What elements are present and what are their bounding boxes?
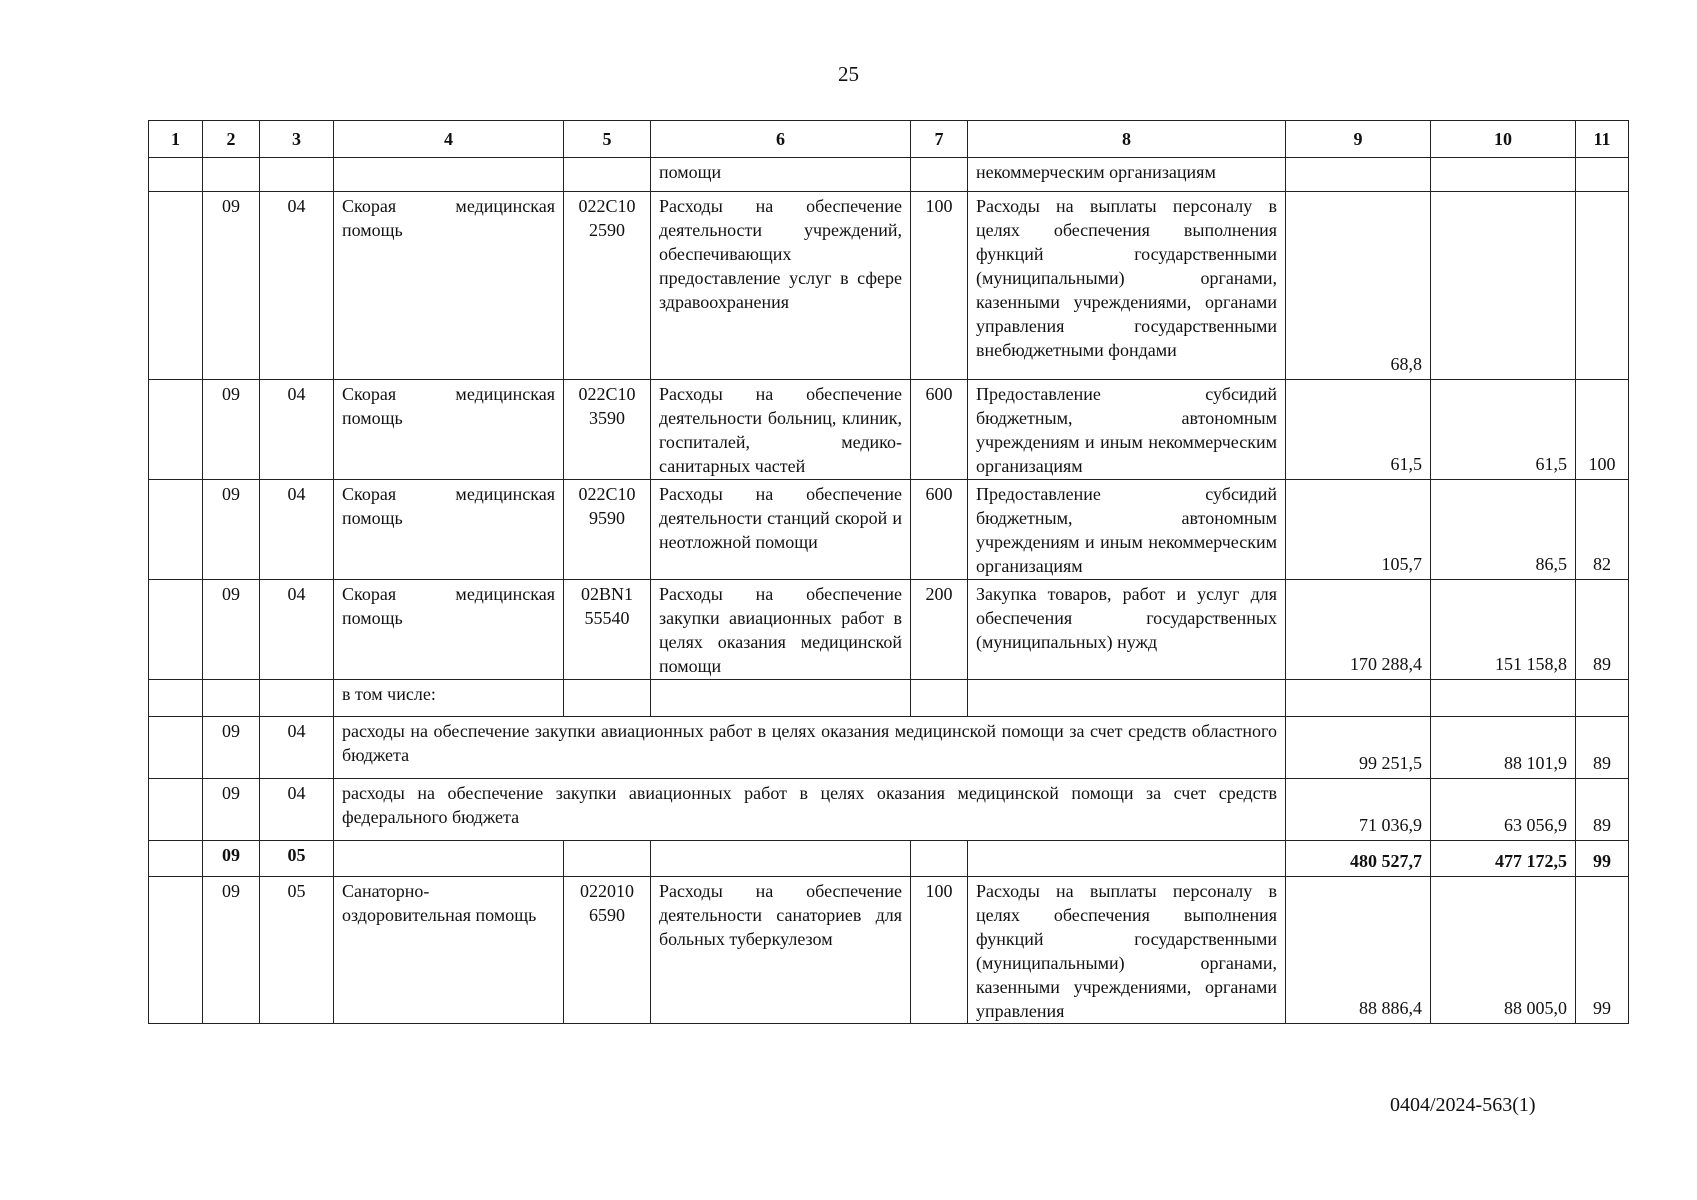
col-header: 5 bbox=[564, 121, 651, 158]
subsection-cell: 04 bbox=[260, 192, 334, 380]
code-cell bbox=[564, 158, 651, 192]
plan-cell: 71 036,9 bbox=[1286, 779, 1431, 841]
percent-cell bbox=[1576, 192, 1629, 380]
plan-cell bbox=[1286, 158, 1431, 192]
name-cell: Скорая медицинская помощь bbox=[334, 192, 564, 380]
type-name-cell: Закупка товаров, работ и услуг для обеспечения государственных (муниципальных) нужд bbox=[968, 580, 1286, 680]
col-header: 3 bbox=[260, 121, 334, 158]
subsection-cell: 05 bbox=[260, 841, 334, 877]
purpose-cell: помощи bbox=[651, 158, 911, 192]
total-row bbox=[149, 841, 1629, 877]
name-cell: Скорая медицинская помощь bbox=[334, 480, 564, 580]
col-header: 8 bbox=[968, 121, 1286, 158]
section-cell: 09 bbox=[203, 877, 260, 1024]
type-code-cell: 600 bbox=[911, 380, 968, 480]
code-cell: 022C10 3590 bbox=[564, 380, 651, 480]
subsection-cell: 04 bbox=[260, 480, 334, 580]
col-header: 9 bbox=[1286, 121, 1431, 158]
section-cell: 09 bbox=[203, 480, 260, 580]
section-cell: 09 bbox=[203, 717, 260, 779]
sub-row bbox=[149, 779, 1629, 841]
col-header: 4 bbox=[334, 121, 564, 158]
purpose-cell: Расходы на обеспечение закупки авиационных работ в целях оказания медицинской помощи bbox=[651, 580, 911, 680]
section-cell: 09 bbox=[203, 779, 260, 841]
type-name-cell: Расходы на выплаты персоналу в целях обеспечения выполнения функций государственными (муниципальными) органами, казенными учреждениями, органами управления bbox=[968, 877, 1286, 1024]
subsection-cell: 04 bbox=[260, 717, 334, 779]
fact-cell: 86,5 bbox=[1431, 480, 1576, 580]
percent-cell: 82 bbox=[1576, 480, 1629, 580]
percent-cell: 89 bbox=[1576, 580, 1629, 680]
name-cell: Скорая медицинская помощь bbox=[334, 380, 564, 480]
incl-row bbox=[149, 680, 1629, 717]
subsection-cell: 04 bbox=[260, 580, 334, 680]
sub-row bbox=[149, 717, 1629, 779]
type-code-cell bbox=[911, 158, 968, 192]
plan-cell: 61,5 bbox=[1286, 380, 1431, 480]
type-name-cell: Расходы на выплаты персоналу в целях обеспечения выполнения функций государственными (муниципальными) органами, казенными учреждениями, органами управления государственными внебюджетными фондами bbox=[968, 192, 1286, 380]
table-row bbox=[149, 480, 1629, 580]
fact-cell: 88 005,0 bbox=[1431, 877, 1576, 1024]
col-header: 7 bbox=[911, 121, 968, 158]
percent-cell bbox=[1576, 158, 1629, 192]
fact-total-cell: 477 172,5 bbox=[1431, 841, 1576, 877]
table-row bbox=[149, 192, 1629, 380]
code-cell: 022010 6590 bbox=[564, 877, 651, 1024]
subsection-cell: 05 bbox=[260, 877, 334, 1024]
page-number: 25 bbox=[838, 62, 859, 86]
fact-cell: 88 101,9 bbox=[1431, 717, 1576, 779]
purpose-cell: Расходы на обеспечение деятельности учреждений, обеспечивающих предоставление услуг в сфере здравоохранения bbox=[651, 192, 911, 380]
section-cell: 09 bbox=[203, 380, 260, 480]
table-row bbox=[149, 877, 1629, 1024]
code-cell: 02BN1 55540 bbox=[564, 580, 651, 680]
percent-cell: 89 bbox=[1576, 779, 1629, 841]
subsection-cell: 04 bbox=[260, 779, 334, 841]
type-code-cell: 100 bbox=[911, 192, 968, 380]
sub-row-description: расходы на обеспечение закупки авиационных работ в целях оказания медицинской помощи за счет средств федерального бюджета bbox=[334, 779, 1286, 841]
subsection-cell: 04 bbox=[260, 380, 334, 480]
section-cell: 09 bbox=[203, 580, 260, 680]
fact-cell: 63 056,9 bbox=[1431, 779, 1576, 841]
col-header: 6 bbox=[651, 121, 911, 158]
document-code: 0404/2024-563(1) bbox=[1390, 1094, 1536, 1116]
col-header: 11 bbox=[1576, 121, 1629, 158]
type-name-cell: Предоставление субсидий бюджетным, автономным учреждениям и иным некоммерческим организациям bbox=[968, 480, 1286, 580]
col-header: 1 bbox=[149, 121, 203, 158]
col-header: 2 bbox=[203, 121, 260, 158]
plan-cell: 170 288,4 bbox=[1286, 580, 1431, 680]
section-cell: 09 bbox=[203, 192, 260, 380]
percent-total-cell: 99 bbox=[1576, 841, 1629, 877]
code-cell: 022C10 9590 bbox=[564, 480, 651, 580]
type-name-cell: Предоставление субсидий бюджетным, автономным учреждениям и иным некоммерческим организациям bbox=[968, 380, 1286, 480]
plan-cell: 105,7 bbox=[1286, 480, 1431, 580]
plan-cell: 88 886,4 bbox=[1286, 877, 1431, 1024]
budget-table bbox=[148, 120, 1629, 1024]
fact-cell bbox=[1431, 158, 1576, 192]
type-code-cell: 600 bbox=[911, 480, 968, 580]
type-name-cell: некоммерческим организациям bbox=[968, 158, 1286, 192]
type-code-cell: 200 bbox=[911, 580, 968, 680]
table-row bbox=[149, 580, 1629, 680]
col-header: 10 bbox=[1431, 121, 1576, 158]
purpose-cell: Расходы на обеспечение деятельности станций скорой и неотложной помощи bbox=[651, 480, 911, 580]
fact-cell: 61,5 bbox=[1431, 380, 1576, 480]
name-cell: Санаторно-оздоровительная помощь bbox=[334, 877, 564, 1024]
section-cell bbox=[203, 158, 260, 192]
fact-cell bbox=[1431, 192, 1576, 380]
fact-cell: 151 158,8 bbox=[1431, 580, 1576, 680]
plan-cell: 68,8 bbox=[1286, 192, 1431, 380]
percent-cell: 100 bbox=[1576, 380, 1629, 480]
table-row bbox=[149, 158, 1629, 192]
incl-label: в том числе: bbox=[334, 680, 564, 717]
section-cell: 09 bbox=[203, 841, 260, 877]
type-code-cell: 100 bbox=[911, 877, 968, 1024]
sub-row-description: расходы на обеспечение закупки авиационных работ в целях оказания медицинской помощи за счет средств областного бюджета bbox=[334, 717, 1286, 779]
purpose-cell: Расходы на обеспечение деятельности санаториев для больных туберкулезом bbox=[651, 877, 911, 1024]
percent-cell: 89 bbox=[1576, 717, 1629, 779]
percent-cell: 99 bbox=[1576, 877, 1629, 1024]
name-cell bbox=[334, 158, 564, 192]
subsection-cell bbox=[260, 158, 334, 192]
purpose-cell: Расходы на обеспечение деятельности больниц, клиник, госпиталей, медико-санитарных частей bbox=[651, 380, 911, 480]
header-row bbox=[149, 121, 1629, 158]
code-cell: 022C10 2590 bbox=[564, 192, 651, 380]
name-cell: Скорая медицинская помощь bbox=[334, 580, 564, 680]
plan-total-cell: 480 527,7 bbox=[1286, 841, 1431, 877]
table-row bbox=[149, 380, 1629, 480]
plan-cell: 99 251,5 bbox=[1286, 717, 1431, 779]
